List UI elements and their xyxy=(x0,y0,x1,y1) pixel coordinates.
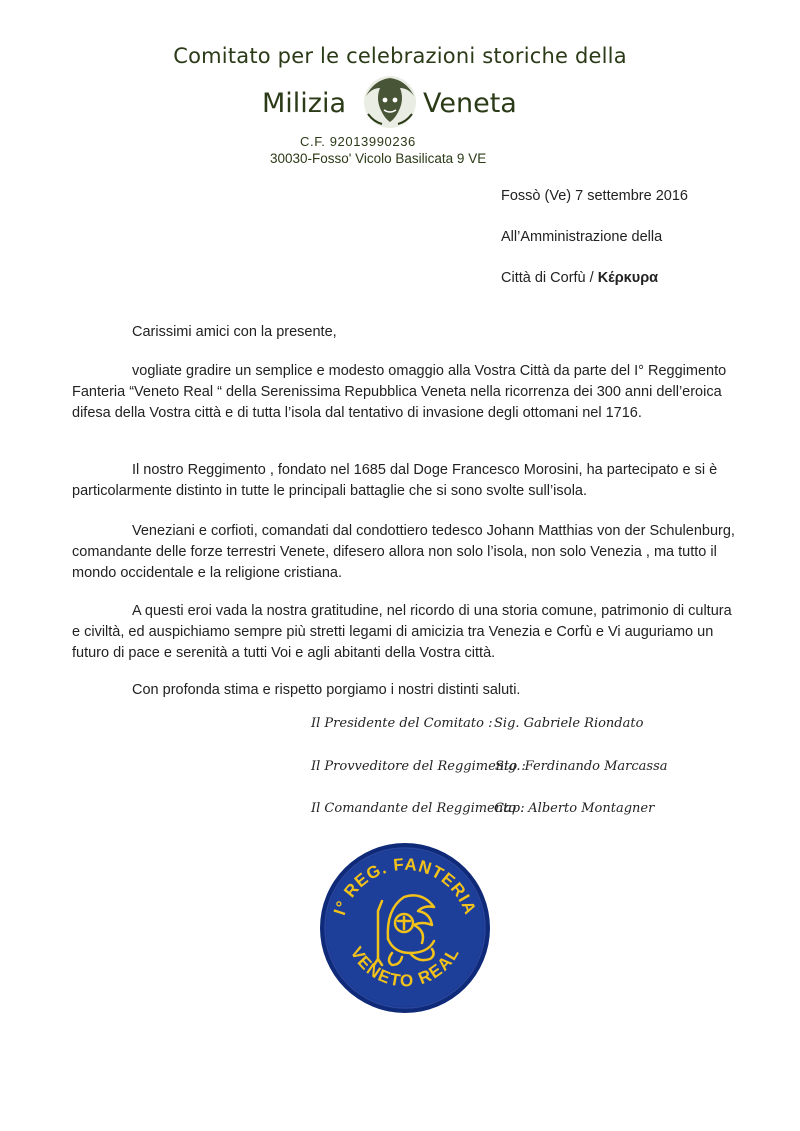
winged-lion-patch-icon xyxy=(318,841,492,1015)
letterhead-name-left: Milizia xyxy=(262,88,347,119)
paragraph-text: Il nostro Reggimento , fondato nel 1685 dal Doge Francesco Morosini, ha partecipato e si è particolarmente distinto in tutte le principali battaglie che si sono svolte sull’isola. xyxy=(72,462,718,499)
paragraph xyxy=(72,521,742,584)
lion-of-saint-mark-icon xyxy=(360,74,420,130)
patch-top-arc: I° REG. FANTERIA xyxy=(329,854,481,918)
salutation: Carissimi amici con la presente, xyxy=(132,324,337,340)
signature-name-comandante: Cap. Alberto Montagner xyxy=(494,801,655,816)
recipient-city xyxy=(501,270,658,286)
closing: Con profonda stima e rispetto porgiamo i nostri distinti saluti. xyxy=(132,682,521,698)
letterhead-title: Comitato per le celebrazioni storiche della xyxy=(173,44,627,68)
recipient-line: All’Amministrazione della xyxy=(501,229,663,245)
recipient-city-greek: Κέρκυρα xyxy=(597,270,659,286)
paragraph xyxy=(72,460,742,502)
letterhead-fiscal-code: C.F. 92013990236 xyxy=(300,134,416,149)
paragraph xyxy=(72,361,742,424)
signature-role-comandante: Il Comandante del Reggimento : xyxy=(311,801,525,816)
paragraph-text: A questi eroi vada la nostra gratitudine, nel ricordo di una storia comune, patrimonio di cultura e civiltà, ed auspichiamo sempre più stretti legami di amicizia tra Venezia e Corfù e Vi auguriamo un futuro di pace e serenità a tutti Voi e agli abitanti della Vostra città. xyxy=(72,603,732,661)
paragraph-text: Veneziani e corfioti, comandati dal condottiero tedesco Johann Matthias von der Schulenburg, comandante delle forze terrestri Venete, difesero allora non solo l’isola, non solo Venezia , ma tutto il mondo occidentale e la religione cristiana. xyxy=(72,523,735,581)
signature-role-provveditore: Il Provveditore del Reggimento : xyxy=(311,759,526,774)
letterhead-name-right: Veneta xyxy=(423,88,517,119)
patch-bottom-arc: VENETO REAL xyxy=(346,943,464,991)
signature-name-provveditore: Sig. Ferdinando Marcassa xyxy=(495,759,668,774)
recipient-city-name: Città di Corfù / xyxy=(501,270,598,286)
letter-date: Fossò (Ve) 7 settembre 2016 xyxy=(501,188,688,204)
letterhead-address: 30030-Fosso' Vicolo Basilicata 9 VE xyxy=(270,151,487,166)
signature-role-president: Il Presidente del Comitato : xyxy=(311,716,493,731)
paragraph-text: vogliate gradire un semplice e modesto omaggio alla Vostra Città da parte del I° Reggimento Fanteria “Veneto Real “ della Serenissima Repubblica Veneta nella ricorrenza dei 300 anni dell’eroica difesa della Vostra città e di tutta l’isola dal tentativo di invasione degli ottomani nel 1716. xyxy=(72,363,727,421)
signature-name-president: Sig. Gabriele Riondato xyxy=(494,716,644,731)
paragraph xyxy=(72,601,742,664)
